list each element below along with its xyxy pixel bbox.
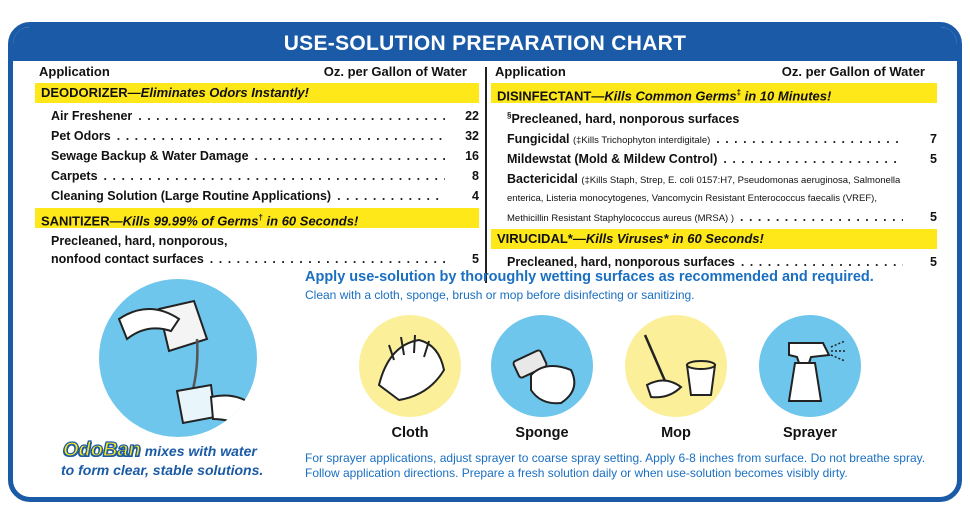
leader-dots: [337, 186, 445, 206]
row-value: 4: [472, 189, 479, 203]
right-column-header: [491, 63, 937, 81]
left-column: [35, 63, 479, 269]
mop-label: Mop: [661, 425, 691, 441]
fungicidal-row: [491, 129, 937, 149]
left-column-header: [35, 63, 479, 81]
row-value: 5: [930, 255, 937, 270]
leader-dots: [138, 106, 445, 126]
oz-header: Oz. per Gallon of Water: [323, 64, 467, 79]
row-label: Mildewstat (Mold & Mildew Control): [507, 152, 718, 167]
row-label: Pet Odors: [51, 129, 111, 143]
chart-card: [8, 22, 962, 502]
row-value: 5: [930, 152, 937, 167]
cloth-illustration: [359, 315, 461, 417]
row-label: nonfood contact surfaces: [51, 252, 204, 266]
fungicidal-note: (‡Kills Trichophyton interdigitale): [572, 135, 711, 147]
mop-illustration: [625, 315, 727, 417]
bactericidal-note-1: (‡Kills Staph, Strep, E. coli 0157:H7, Pseudomonas aeruginosa, Salmonella: [581, 175, 901, 187]
row-label: Carpets: [51, 169, 98, 183]
column-divider: [485, 67, 487, 283]
mop-bucket-icon: [625, 315, 727, 417]
application-header: Application: [495, 64, 566, 79]
brand-tagline-2: to form clear, stable solutions.: [61, 462, 264, 478]
row-label: Cleaning Solution (Large Routine Applications): [51, 189, 332, 203]
leader-dots: [104, 166, 445, 186]
deodorizer-row: [35, 146, 479, 166]
bactericidal-note-2: enterica, Listeria monocytogenes, Vancomycin Resistant Enterococcus faecalis (VREF),: [507, 193, 877, 205]
sponge-label: Sponge: [515, 425, 569, 441]
row-value: 16: [465, 149, 479, 163]
sanitizer-row: [35, 249, 479, 269]
row-label: [507, 129, 710, 151]
sanitizer-heading: [35, 208, 479, 228]
row-label: Sewage Backup & Water Damage: [51, 149, 249, 163]
brand-logo: OdoBan: [63, 439, 141, 461]
sponge-hand-icon: [491, 315, 593, 417]
row-value: 22: [465, 109, 479, 123]
sanitizer-line-1: Precleaned, hard, nonporous,: [51, 234, 228, 248]
brand-tagline-1: mixes with water: [144, 443, 257, 459]
cloth-hand-icon: [359, 315, 461, 417]
row-value: 8: [472, 169, 479, 183]
apply-subheading: Clean with a cloth, sponge, brush or mop before disinfecting or sanitizing.: [305, 288, 695, 302]
virucidal-heading: [491, 229, 937, 249]
bactericidal-note-3: Methicillin Resistant Staphylococcus aureus (MRSA) ): [507, 213, 735, 225]
spray-bottle-icon: [759, 315, 861, 417]
deodorizer-row: [35, 166, 479, 186]
leader-dots: [716, 129, 903, 149]
application-header: Application: [39, 64, 110, 79]
chart-title: USE-SOLUTION PREPARATION CHART: [13, 27, 957, 61]
sanitizer-footnote-mark: †: [258, 213, 263, 222]
fungicidal-label: Fungicidal: [507, 132, 570, 147]
sanitizer-desc-2: in 60 Seconds!: [262, 213, 359, 228]
sanitizer-name: SANITIZER: [41, 213, 110, 228]
sponge-illustration: [491, 315, 593, 417]
deodorizer-row: [35, 126, 479, 146]
disinfectant-note: [491, 106, 937, 129]
oz-header: Oz. per Gallon of Water: [781, 64, 925, 79]
note-mark: §: [507, 111, 512, 120]
sprayer-illustration: [759, 315, 861, 417]
sprayer-label: Sprayer: [782, 425, 837, 441]
leader-dots: [117, 126, 445, 146]
brand-block: [61, 439, 291, 478]
disinfectant-desc-2: in 10 Minutes!: [741, 88, 832, 103]
mildewstat-row: [491, 149, 937, 169]
pouring-illustration: [99, 279, 257, 437]
right-column: [491, 63, 937, 272]
bactericidal-row: [491, 207, 937, 227]
leader-dots: [210, 249, 445, 269]
deodorizer-heading: [35, 83, 479, 103]
sprayer-instructions: For sprayer applications, adjust sprayer to coarse spray setting. Apply 6-8 inches from surface. Do not breathe spray. Follow application directions. Prepare a fresh solution daily or when use-solution becomes visibly dirty.: [305, 451, 926, 480]
row-value: 5: [930, 210, 937, 225]
deodorizer-row: [35, 106, 479, 126]
sanitizer-desc: —Kills 99.99% of Germs: [109, 213, 259, 228]
deodorizer-row: [35, 186, 479, 206]
cloth-label: Cloth: [391, 425, 429, 441]
disinfectant-heading: [491, 83, 937, 103]
deodorizer-name: DEODORIZER: [41, 85, 128, 100]
note-text: Precleaned, hard, nonporous surfaces: [511, 112, 740, 127]
apply-heading: Apply use-solution by thoroughly wetting surfaces as recommended and required.: [305, 269, 874, 285]
disinfectant-desc: —Kills Common Germs: [591, 88, 737, 103]
deodorizer-desc: —Eliminates Odors Instantly!: [127, 85, 309, 100]
row-label: Air Freshener: [51, 109, 133, 123]
leader-dots: [740, 207, 903, 227]
virucidal-desc: —Kills Viruses* in 60 Seconds!: [572, 231, 764, 247]
pouring-hands-icon: [99, 279, 257, 437]
leader-dots: [255, 146, 445, 166]
virucidal-name: VIRUCIDAL*: [497, 231, 573, 247]
leader-dots: [723, 149, 903, 169]
row-value: 32: [465, 129, 479, 143]
row-label: Precleaned, hard, nonporous surfaces: [507, 255, 735, 270]
row-value: 5: [472, 252, 479, 266]
bactericidal-block: [491, 171, 937, 207]
disinfectant-name: DISINFECTANT: [497, 88, 592, 103]
disinfectant-footnote-mark: ‡: [736, 88, 742, 97]
bactericidal-label: Bactericidal: [507, 172, 578, 187]
row-value: 7: [930, 132, 937, 147]
